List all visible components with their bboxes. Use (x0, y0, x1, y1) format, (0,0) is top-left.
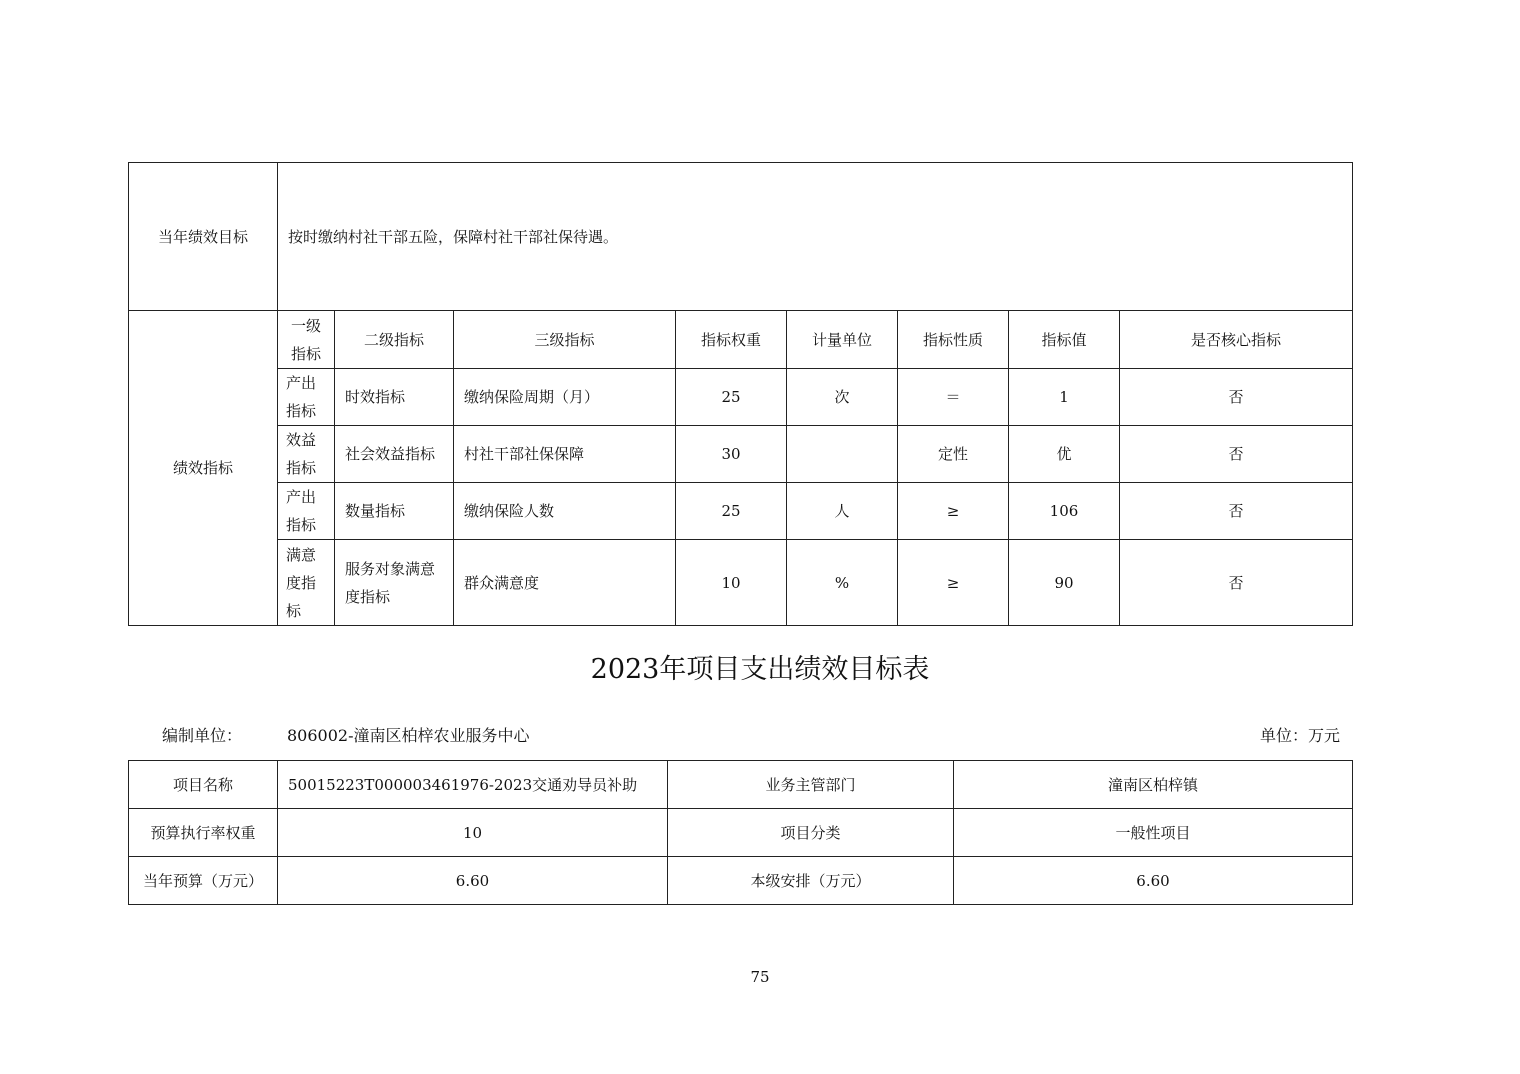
header-level3: 三级指标 (454, 311, 676, 369)
arrange-label: 本级安排（万元） (668, 857, 954, 905)
cell-unit (787, 426, 898, 483)
category-value: 一般性项目 (954, 809, 1353, 857)
budget-label: 当年预算（万元） (129, 857, 278, 905)
cell-level2: 服务对象满意度指标 (335, 540, 454, 626)
cell-core: 否 (1120, 540, 1353, 626)
goal-text: 按时缴纳村社干部五险，保障村社干部社保待遇。 (278, 163, 1353, 311)
project-info-table (128, 760, 1353, 905)
page-title: 2023年项目支出绩效目标表 (590, 654, 930, 685)
cell-unit: 次 (787, 369, 898, 426)
dept-value: 潼南区柏梓镇 (954, 761, 1353, 809)
goal-label: 当年绩效目标 (129, 163, 278, 311)
table-row (129, 483, 1353, 540)
indicators-label: 绩效指标 (129, 311, 278, 626)
currency-unit: 单位：万元 (1259, 726, 1340, 745)
header-level2: 二级指标 (335, 311, 454, 369)
cell-level3: 群众满意度 (454, 540, 676, 626)
performance-table (128, 162, 1353, 626)
header-nature: 指标性质 (898, 311, 1009, 369)
cell-value: 106 (1009, 483, 1120, 540)
header-level1: 一级指标 (278, 311, 335, 369)
table-row (129, 761, 1353, 809)
exec-rate-label: 预算执行率权重 (129, 809, 278, 857)
cell-level2: 时效指标 (335, 369, 454, 426)
cell-level3: 缴纳保险人数 (454, 483, 676, 540)
project-name-value: 50015223T000003461976-2023交通劝导员补助 (278, 761, 668, 809)
cell-value: 90 (1009, 540, 1120, 626)
cell-level1: 产出指标 (278, 369, 335, 426)
dept-label: 业务主管部门 (668, 761, 954, 809)
cell-unit: % (787, 540, 898, 626)
compiler-value: 806002-潼南区柏梓农业服务中心 (287, 726, 530, 745)
table-row (129, 426, 1353, 483)
cell-level1: 满意度指标 (278, 540, 335, 626)
page-number: 75 (750, 968, 770, 986)
header-core: 是否核心指标 (1120, 311, 1353, 369)
table-row (129, 809, 1353, 857)
header-weight: 指标权重 (676, 311, 787, 369)
cell-unit: 人 (787, 483, 898, 540)
header-unit: 计量单位 (787, 311, 898, 369)
cell-nature: ≥ (898, 540, 1009, 626)
table-row (129, 857, 1353, 905)
table-row (129, 369, 1353, 426)
cell-level2: 社会效益指标 (335, 426, 454, 483)
arrange-value: 6.60 (954, 857, 1353, 905)
cell-nature: ≥ (898, 483, 1009, 540)
cell-core: 否 (1120, 483, 1353, 540)
header-value: 指标值 (1009, 311, 1120, 369)
cell-level1: 产出指标 (278, 483, 335, 540)
cell-core: 否 (1120, 369, 1353, 426)
cell-level1: 效益指标 (278, 426, 335, 483)
cell-weight: 25 (676, 483, 787, 540)
cell-weight: 10 (676, 540, 787, 626)
cell-weight: 25 (676, 369, 787, 426)
table-row (129, 540, 1353, 626)
cell-core: 否 (1120, 426, 1353, 483)
cell-level2: 数量指标 (335, 483, 454, 540)
project-name-label: 项目名称 (129, 761, 278, 809)
budget-value: 6.60 (278, 857, 668, 905)
exec-rate-value: 10 (278, 809, 668, 857)
compiler-label: 编制单位： (162, 726, 243, 745)
cell-level3: 村社干部社保保障 (454, 426, 676, 483)
category-label: 项目分类 (668, 809, 954, 857)
cell-nature: 定性 (898, 426, 1009, 483)
cell-weight: 30 (676, 426, 787, 483)
cell-value: 1 (1009, 369, 1120, 426)
cell-level3: 缴纳保险周期（月） (454, 369, 676, 426)
cell-value: 优 (1009, 426, 1120, 483)
cell-nature: ＝ (898, 369, 1009, 426)
